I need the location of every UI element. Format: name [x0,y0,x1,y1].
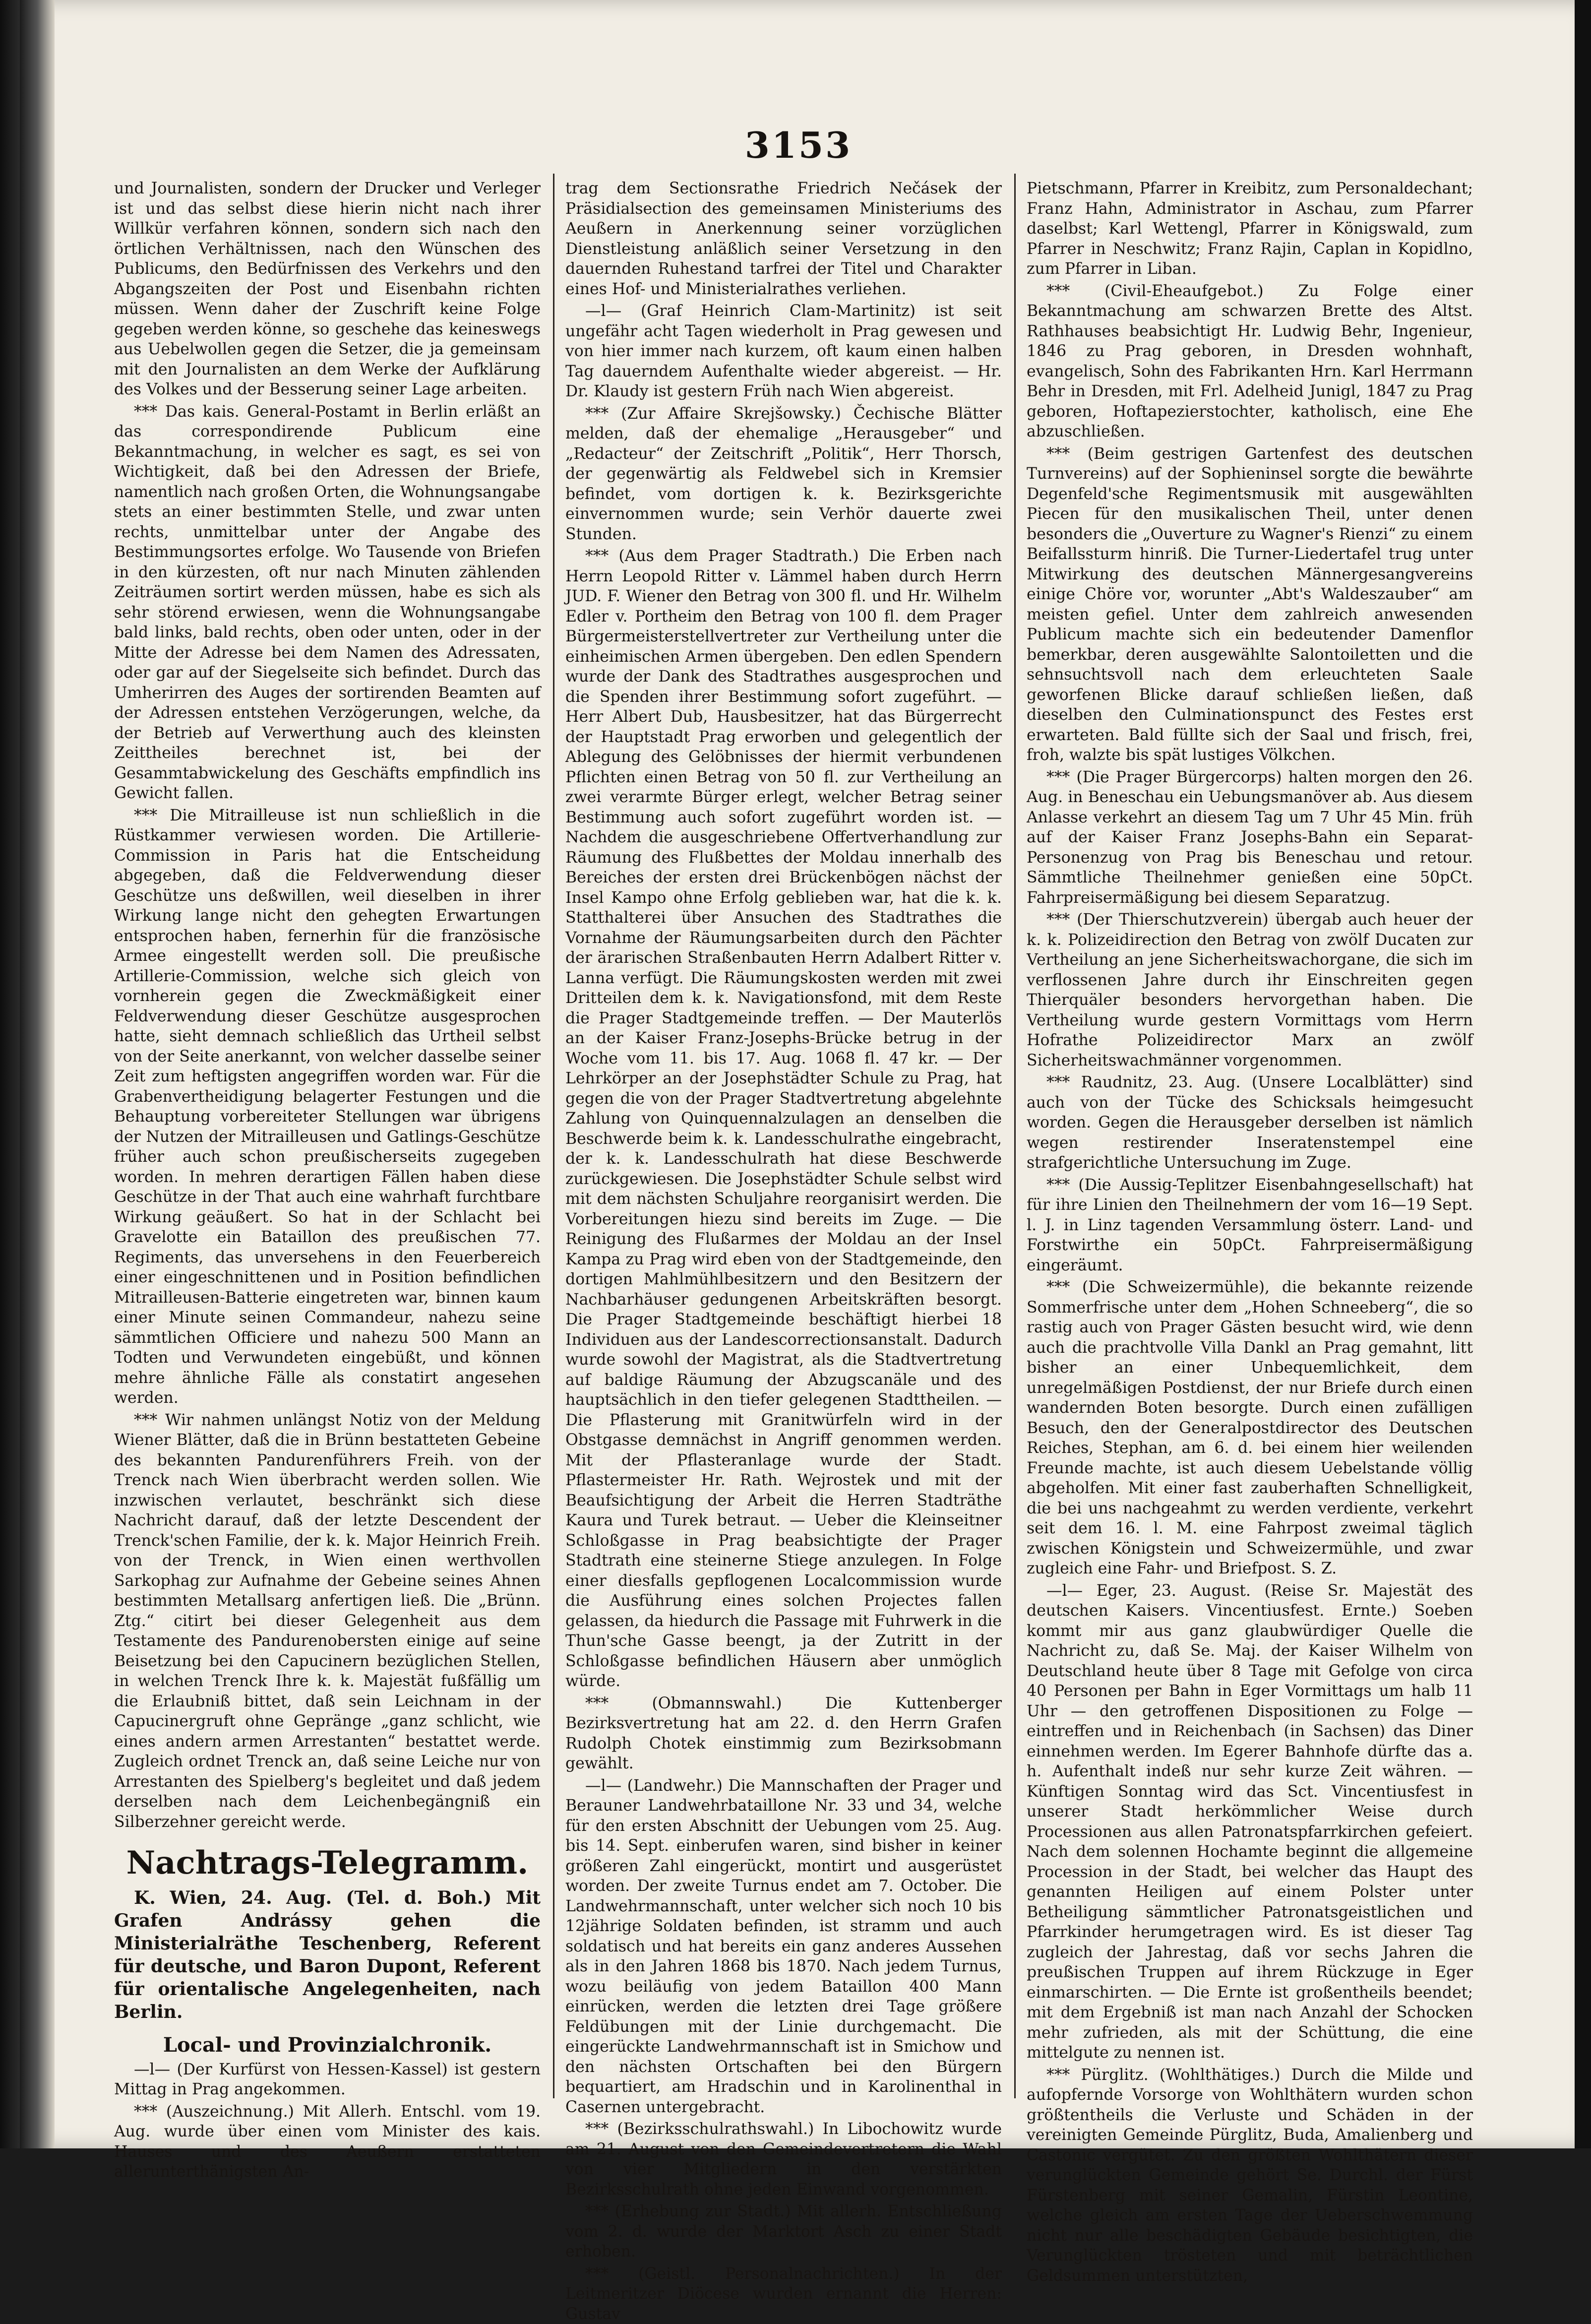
column-divider [1014,174,1016,2098]
article-paragraph: *** (Auszeichnung.) Mit Allerh. Entschl. vom 19. Aug. wurde über einen vom Minister des kais. Hauses und des Aeußern erstatteten allerunterthänigsten An- [114,2102,541,2182]
article-paragraph: und Journalisten, sondern der Drucker und Verleger ist und das selbst diese hierin nicht nach ihrer Willkür verfahren können, sondern sich nach den örtlichen Verhältnissen, nach den Wünschen des Publicums, den Bedürfnissen des Verkehrs und den Abgangszeiten der Post und Eisenbahn richten müssen. Wenn daher der Zuschrift keine Folge gegeben werden könne, so geschehe das keineswegs aus Uebelwollen gegen die Setzer, die ja gemeinsam mit den Journalisten an dem Werke der Aufklärung des Volkes und der Besserung seiner Lage arbeiten. [114,179,541,400]
article-paragraph: Pietschmann, Pfarrer in Kreibitz, zum Personaldechant; Franz Hahn, Administrator in Aschau, zum Pfarrer daselbst; Karl Wettengl, Pfarrer in Königswald, zum Pfarrer in Neschwitz; Franz Rajin, Caplan in Kopidlno, zum Pfarrer in Liban. [1027,179,1473,279]
column-left [114,179,541,2098]
telegram-text: K. Wien, 24. Aug. (Tel. d. Boh.) Mit Grafen Andrássy gehen die Ministerialräthe Teschenberg, Referent für deutsche, und Baron Dupont, Referent für orientalische Angelegenheiten, nach Berlin. [114,1886,541,2023]
column-divider [553,174,554,2098]
newspaper-page [20,0,1575,2148]
article-paragraph: trag dem Sectionsrathe Friedrich Nečásek der Präsidialsection des gemeinsamen Ministeriums des Aeußern in Anerkennung seiner vorzüglichen Dienstleistung anläßlich seiner Versetzung in den dauernden Ruhestand tarfrei der Titel und Charakter eines Hof- und Ministerialrathes verliehen. [565,179,1002,299]
article-paragraph: —l— (Der Kurfürst von Hessen-Kassel) ist gestern Mittag in Prag angekommen. [114,2060,541,2100]
page-gutter [20,0,55,2148]
telegram-heading: Nachtrags-Telegramm. [114,1845,541,1882]
article-paragraph: *** (Zur Affaire Skrejšowsky.) Čechische Blätter melden, daß der ehemalige „Herausgeber“ und „Redacteur“ der Zeitschrift „Politik“, Herr Thorsch, der gegenwärtig als Feldwebel sich in Kremsier befindet, vom dortigen k. k. Bezirksgerichte einvernommen wurde; sein Verhör dauerte zwei Stunden. [565,404,1002,545]
article-paragraph: *** (Die Schweizermühle), die bekannte reizende Sommerfrische unter dem „Hohen Schneeberg“, die so rastig auch von Prager Gästen besucht wird, wie denn auch die prachtvolle Villa Dankl an Prag gemahnt, litt bisher an einer Unbequemlichkeit, dem unregelmäßigen Postdienst, der nur Briefe durch einen wandernden Boten besorgte. Durch einen zufälligen Besuch, den der Generalpostdirector des Deutschen Reiches, Stephan, am 6. d. bei einem hier weilenden Freunde machte, ist auch diesem Uebelstande völlig abgeholfen. Mit einer fast zauberhaften Schnelligkeit, die bei uns nachgeahmt zu werden verdiente, verkehrt seit dem 16. l. M. eine Fahrpost zweimal täglich zwischen Königstein und Schweizermühle, und zwar zugleich eine Fahr- und Briefpost. S. Z. [1027,1277,1473,1579]
article-paragraph: *** (Der Thierschutzverein) übergab auch heuer der k. k. Polizeidirection den Betrag von zwölf Ducaten zur Vertheilung an jene Sicherheitswachorgane, die sich im verflossenen Jahre durch ihr Einschreiten gegen Thierquäler besonders hervorgethan haben. Die Vertheilung wurde gestern Vormittags vom Herrn Hofrathe Polizeidirector Marx an zwölf Sicherheitswachmänner vorgenommen. [1027,910,1473,1070]
article-paragraph: *** (Die Aussig-Teplitzer Eisenbahngesellschaft) hat für ihre Linien den Theilnehmern der vom 16—19 Sept. l. J. in Linz tagenden Versammlung österr. Land- und Forstwirthe ein 50pCt. Fahrpreisermäßigung eingeräumt. [1027,1175,1473,1276]
article-paragraph: *** (Civil-Eheaufgebot.) Zu Folge einer Bekanntmachung am schwarzen Brette des Altst. Rathhauses beabsichtigt Hr. Ludwig Behr, Ingenieur, 1846 zu Prag geboren, in Dresden wohnhaft, evangelisch, Sohn des Fabrikanten Hrn. Karl Herrmann Behr in Dresden, mit Frl. Adelheid Junigl, 1847 zu Prag geboren, Hoftapezierstochter, katholisch, eine Ehe abzuschließen. [1027,281,1473,442]
article-paragraph: *** Die Mitrailleuse ist nun schließlich in die Rüstkammer verwiesen worden. Die Artillerie-Commission in Paris hat die Entscheidung abgegeben, daß die Feldverwendung dieser Geschütze uns deßwillen, weil dieselben in ihrer Wirkung lange nicht den gehegten Erwartungen entsprochen haben, fernerhin für die französische Armee eingestellt werden soll. Die preußische Artillerie-Commission, welche sich gleich von vornherein gegen die Zweckmäßigkeit einer Feldverwendung dieser Geschütze ausgesprochen hatte, sieht demnach schließlich das Urtheil selbst von der Seite anerkannt, von welcher dasselbe seiner Zeit zum heftigsten angegriffen worden war. Für die Grabenvertheidigung belagerter Festungen und die Behauptung vorbereiteter Stellungen war übrigens der Nutzen der Mitrailleusen und Gatlings-Geschütze früher auch schon preußischerseits zugegeben worden. In mehren derartigen Fällen haben diese Geschütze in der That auch eine wahrhaft furchtbare Wirkung geäußert. So hat in der Schlacht bei Gravelotte ein Bataillon des preußischen 77. Regiments, das unversehens in den Feuerbereich einer eingeschnittenen und in Position befindlichen Mitrailleusen-Batterie eingetreten war, binnen kaum einer Minute seinen Commandeur, nahezu seine sämmtlichen Officiere und nahezu 500 Mann an Todten und Verwundeten eingebüßt, und können mehre ähnliche Fälle als constatirt angesehen werden. [114,806,541,1408]
article-paragraph: *** (Bezirksschulrathswahl.) In Libochowitz wurde am 21. August von den Gemeindevertretern die Wahl von vier Mitgliedern in den verstärkten Bezirksschulrath ohne jeden Einwand vorgenommen. [565,2119,1002,2199]
article-paragraph: *** Das kais. General-Postamt in Berlin erläßt an das correspondirende Publicum eine Bekanntmachung, in welcher es sagt, es sei von Wichtigkeit, daß bei den Adressen der Briefe, namentlich nach großen Orten, die Wohnungsangabe stets an einer bestimmten Stelle, und zwar unten rechts, unmittelbar unter der Angabe des Bestimmungsortes erfolge. Wo Tausende von Briefen in den kürzesten, oft nur nach Minuten zählenden Zeiträumen sortirt werden müssen, habe es sich als sehr störend erwiesen, wenn die Wohnungsangabe bald links, bald rechts, oben oder unten, oder in der Mitte der Adresse bei dem Namen des Adressaten, oder gar auf der Siegelseite sich befindet. Durch das Umherirren des Auges der sortirenden Beamten auf der Adressen entstehen Verzögerungen, welche, da der Betrieb auf Verwerthung auch des kleinsten Zeittheiles berechnet ist, bei der Gesammtabwickelung des Geschäfts empfindlich ins Gewicht fallen. [114,402,541,804]
chronicle-heading: Local- und Provinzialchronik. [114,2035,541,2056]
column-right [1027,179,1473,2098]
article-paragraph: —l— (Graf Heinrich Clam-Martinitz) ist seit ungefähr acht Tagen wiederholt in Prag gewesen und von hier immer nach kurzem, oft kaum einen halben Tag dauerndem Aufenthalte wieder abgereist. — Hr. Dr. Klaudy ist gestern Früh nach Wien abgereist. [565,301,1002,402]
article-paragraph: —l— (Landwehr.) Die Mannschaften der Prager und Berauner Landwehrbataillone Nr. 33 und 34, welche für den ersten Abschnitt der Uebungen vom 25. Aug. bis 14. Sept. einberufen waren, sind bisher in keiner größeren Zahl eingerückt, montirt und ausgerüstet worden. Der zweite Turnus endet am 7. October. Die Landwehrmannschaft, unter welcher sich noch 10 bis 12jährige Soldaten befinden, ist stramm und auch soldatisch und hat bereits ein ganz anderes Aussehen als in den Jahren 1868 bis 1870. Nach jedem Turnus, wozu beiläufig von jedem Bataillon 400 Mann einrücken, werden die letzten drei Tage größere Feldübungen mit der Linie durchgemacht. Die eingerückte Landwehrmannschaft ist in Smichow und den nächsten Ortschaften bei den Bürgern bequartiert, am Hradschin und in Karolinenthal in Casernen untergebracht. [565,1776,1002,2118]
article-paragraph: —l— Eger, 23. August. (Reise Sr. Majestät des deutschen Kaisers. Vincentiusfest. Ernte.) Soeben kommt mir aus ganz glaubwürdiger Quelle die Nachricht zu, daß Se. Maj. der Kaiser Wilhelm von Deutschland heute über 8 Tage mit Gefolge von circa 40 Personen per Bahn in Eger Vormittags um halb 11 Uhr — den getroffenen Dispositionen zu Folge — eintreffen und in Reichenbach (in Sachsen) das Diner einnehmen werden. Im Egerer Bahnhofe dürfte das a. h. Aufenthalt indeß nur sehr kurze Zeit währen. — Künftigen Sonntag wird das Sct. Vincentiusfest in unserer Stadt herkömmlicher Weise durch Processionen aus allen Patronatspfarrkirchen gefeiert. Nach dem solennen Hochamte beginnt die allgemeine Procession in der Stadt, bei welcher das Haupt des genannten Heiligen auf einem Polster unter Betheiligung sämmtlicher Patronatsgeistlichen und Pfarrkinder herumgetragen wird. Es ist dieser Tag zugleich der Jahrestag, daß vor sechs Jahren die preußischen Truppen auf ihrem Rückzuge in Eger einmarschirten. — Die Ernte ist großentheils beendet; mit dem Ergebniß ist man nach Anzahl der Schocken mehr zufrieden, als mit der Schüttung, die eine mittelgute zu nennen ist. [1027,1581,1473,2063]
article-paragraph: *** (Erhebung zur Stadt.) Mit allerh. Entschließung vom 2. d. wurde der Marktort Asch zu einer Stadt erhoben. [565,2201,1002,2262]
article-paragraph: *** Raudnitz, 23. Aug. (Unsere Localblätter) sind auch von der Tücke des Schicksals heimgesucht worden. Gegen die Herausgeber derselben ist nämlich wegen restirender Inseratenstempel eine strafgerichtliche Untersuchung im Zuge. [1027,1072,1473,1173]
article-paragraph: *** (Aus dem Prager Stadtrath.) Die Erben nach Herrn Leopold Ritter v. Lämmel haben durch Herrn JUD. F. Wiener den Betrag von 300 fl. und Hr. Wilhelm Edler v. Portheim den Betrag von 100 fl. dem Prager Bürgermeisterstellvertreter zur Vertheilung unter die einheimischen Armen übergeben. Den edlen Spendern wurde der Dank des Stadtrathes ausgesprochen und die Spenden ihrer Bestimmung sofort zugeführt. — Herr Albert Dub, Hausbesitzer, hat das Bürgerrecht der Hauptstadt Prag erworben und gelegentlich der Ablegung des Gelöbnisses der hiermit verbundenen Pflichten einen Betrag von 50 fl. zur Vertheilung an zwei verarmte Bürger erlegt, welcher Betrag seiner Bestimmung auch sofort zugeführt worden ist. — Nachdem die ausgeschriebene Offertverhandlung zur Räumung des Flußbettes der Moldau innerhalb des Bereiches der ersten drei Brückenbögen nächst der Insel Kampo ohne Erfolg geblieben war, hat die k. k. Statthalterei über Ansuchen des Stadtrathes die Vornahme der Räumungsarbeiten durch den Pächter der ärarischen Straßenbauten Herrn Adalbert Ritter v. Lanna verfügt. Die Räumungskosten werden mit zwei Dritteilen dem k. k. Navigationsfond, mit dem Reste die Prager Stadtgemeinde treffen. — Der Mauterlös an der Kaiser Franz-Josephs-Brücke betrug in der Woche vom 11. bis 17. Aug. 1068 fl. 47 kr. — Der Lehrkörper an der Josephstädter Schule zu Prag, hat gegen die von der Prager Stadtvertretung abgelehnte Zahlung von Quinquennalzulagen an denselben die Beschwerde beim k. k. Landesschulrathe eingebracht, der k. k. Landesschulrath hat diese Beschwerde zurückgewiesen. Die Josephstädter Schule selbst wird mit dem nächsten Schuljahre reorganisirt werden. Die Vorbereitungen hiezu sind bereits im Zuge. — Die Reinigung des Flußarmes der Moldau an der Insel Kampa zu Prag wird eben von der Stadtgemeinde, den dortigen Mahlmühlbesitzern und den Besitzern der Nachbarhäuser gedungenen Arbeitskräften besorgt. Die Prager Stadtgemeinde beschäftigt hierbei 18 Individuen aus der Landescorrectionsanstalt. Dadurch wurde sowohl der Magistrat, als die Stadtvertretung auf baldige Räumung der Abzugscanäle und des hauptsächlich in den tiefer gelegenen Stadttheilen. — Die Pflasterung mit Granitwürfeln wird in der Obstgasse demnächst in Angriff genommen werden. Mit der Pflasteranlage wurde der Stadt. Pflastermeister Hr. Rath. Wejrostek und mit der Beaufsichtigung der Arbeit die Herren Stadträthe Kaura und Turek betraut. — Ueber die Kleinseitner Schloßgasse in Prag beabsichtigte der Prager Stadtrath eine steinerne Stiege anzulegen. In Folge einer diesfalls gepflogenen Localcommission wurde die Ausführung eines solchen Projectes fallen gelassen, da hiedurch die Passage mit Fuhrwerk in die Thun'sche Gasse beengt, ja der Zutritt in der Schloßgasse befindlichen Häusern aber unmöglich würde. [565,546,1002,1692]
article-paragraph: *** (Die Prager Bürgercorps) halten morgen den 26. Aug. in Beneschau ein Uebungsmanöver ab. Aus diesem Anlasse verkehrt an diesem Tag um 7 Uhr 45 Min. früh auf der Kaiser Franz Josephs-Bahn ein Separat-Personenzug von Prag bis Beneschau und retour. Sämmtliche Theilnehmer genießen eine 50pCt. Fahrpreisermäßigung bei diesem Separatzug. [1027,767,1473,908]
column-middle [565,179,1002,2098]
page-number: 3153 [699,124,898,166]
article-paragraph: *** (Geistl. Personalnachrichten.) In der Leitmeritzer Diöcese wurden ernannt die Herren: Gustav [565,2264,1002,2324]
article-paragraph: *** (Beim gestrigen Gartenfest des deutschen Turnvereins) auf der Sophieninsel sorgte die bewährte Degenfeld'sche Regimentsmusik mit ausgewählten Piecen für den musikalischen Theil, unter denen besonders die „Ouverture zu Wagner's Rienzi“ zu einem Beifallssturm hinriß. Die Turner-Liedertafel trug unter Mitwirkung des deutschen Männergesangvereins einige Chöre vor, worunter „Abt's Waldeszauber“ am meisten gefiel. Unter dem zahlreich anwesenden Publicum machte sich ein bedeutender Damenflor bemerkbar, deren ausgewählte Salontoiletten und die sehnsuchtsvoll nach dem erleuchteten Saale geworfenen Blicke darauf schließen ließen, daß dieselben den Culminationspunct des Festes erst erwarteten. Bald füllte sich der Saal und frisch, frei, froh, walzte bis spät lustiges Völkchen. [1027,444,1473,765]
article-paragraph: *** Wir nahmen unlängst Notiz von der Meldung Wiener Blätter, daß die in Brünn bestatteten Gebeine des bekannten Pandurenführers Freih. von der Trenck nach Wien überbracht werden sollen. Wie inzwischen verlautet, beschränkt sich diese Nachricht darauf, daß der letzte Descendent der Trenck'schen Familie, der k. k. Major Heinrich Freih. von der Trenck, in Wien einen werthvollen Sarkophag zur Aufnahme der Gebeine seines Ahnen bestimmten Metallsarg anfertigen ließ. Die „Brünn. Ztg.“ citirt bei dieser Gelegenheit aus dem Testamente des Pandurenobersten einige auf seine Beisetzung bei den Capucinern bezüglichen Stellen, in welchen Trenck Ihre k. k. Majestät fußfällig um die Erlaubniß bittet, daß sein Leichnam in der Capucinergruft ohne Gepränge „ganz schlicht, wie eines andern armen Arrestanten“ bestattet werde. Zugleich ordnet Trenck an, daß seine Leiche nur von Arrestanten des Spielberg's begleitet und daß jedem derselben nach dem Leichenbegängniß ein Silberzehner gereicht werde. [114,1410,541,1832]
article-paragraph: *** Pürglitz. (Wohlthätiges.) Durch die Milde und aufopfernde Vorsorge von Wohlthätern wurden schon größtentheils die Verluste und Schäden in der vereinigten Gemeinde Pürglitz, Buda, Amalienberg und Castonic vergütet. Zu den größten Wohlthätern dieser verunglückten Gemeinde gehört Se. Durchl. der Fürst Fürstenberg mit seiner Gemalin, Fürstin Leontine, welche gleich am ersten Tage der Ueberschwemmung nicht nur alle beschädigten Gebäude besichtigten, die Verunglückten trösteten und mit beträchtlichen Geldsummen unterstützten, [1027,2065,1473,2286]
article-paragraph: *** (Obmannswahl.) Die Kuttenberger Bezirksvertretung hat am 22. d. den Herrn Grafen Rudolph Chotek einstimmig zum Bezirksobmann gewählt. [565,1694,1002,1774]
